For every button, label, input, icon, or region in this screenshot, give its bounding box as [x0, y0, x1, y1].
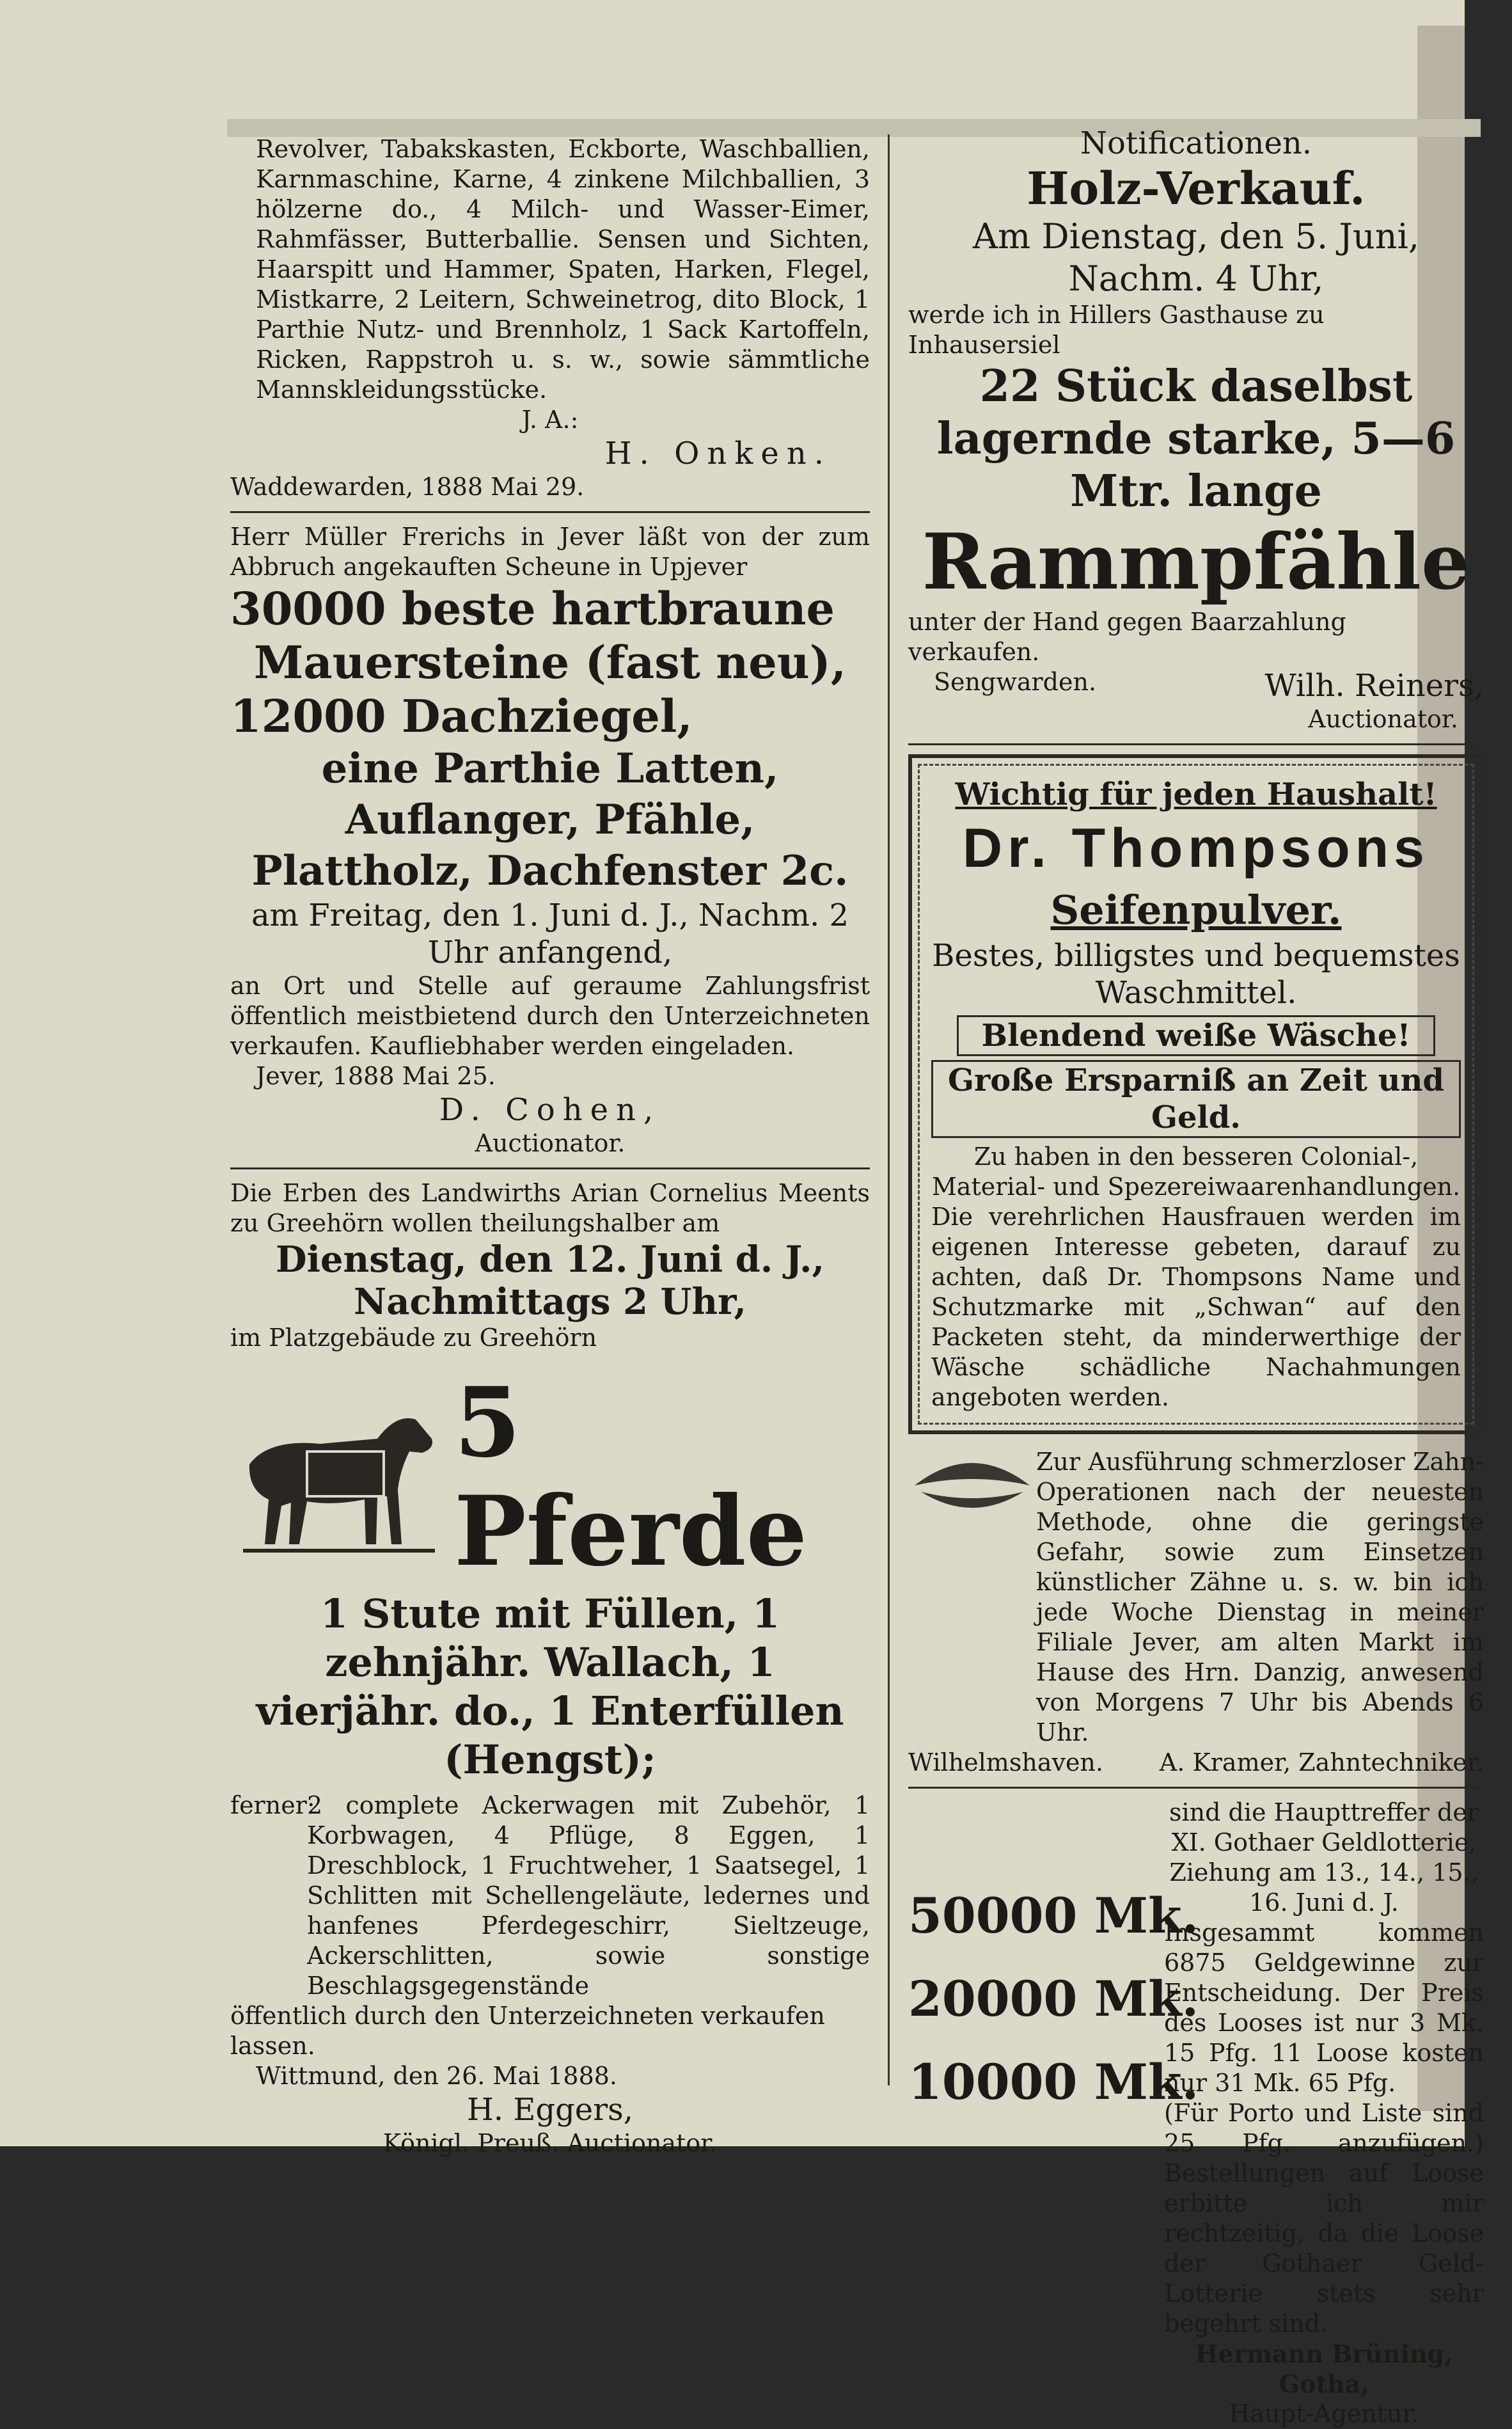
- box-line-1: Bestes, billigstes und bequemstes Waschmittel.: [932, 938, 1460, 1011]
- ad-date-2: Nachmittags 2 Uhr,: [354, 1281, 746, 1323]
- column-divider: [888, 134, 890, 2085]
- box-product: Seifenpulver.: [1050, 887, 1342, 933]
- ad-place-date: Jever, 1888 Mai 25.: [256, 1062, 496, 1090]
- ad-signature: H. Onken.: [604, 436, 831, 471]
- divider: [230, 511, 870, 513]
- horse-headline: [230, 1368, 870, 1586]
- ad-signature-row: [908, 667, 1484, 704]
- ad-headline-1: 30000 beste hartbraune: [230, 582, 835, 635]
- ad-reiners: [908, 162, 1484, 734]
- ad-intro: Die Erben des Landwirths Arian Cornelius Meents zu Greehörn wollen theilungshalber am: [230, 1179, 870, 1237]
- lottery-text-2: Insgesammt kommen 6875 Geldgewinne zur Entscheidung. Der Preis des Looses ist nur 3 Mk. 15 Pfg. 11 Loose kosten nur 31 Mk. 65 Pfg.: [1164, 1919, 1484, 2097]
- ad-lottery: [908, 1798, 1484, 2429]
- ad-signature: Wilh. Reiners,: [1264, 668, 1484, 704]
- ad-place-date: Waddewarden, 1888 Mai 29.: [230, 473, 585, 501]
- divider: [908, 1787, 1484, 1789]
- ad-ia: J. A.:: [521, 406, 579, 434]
- divider: [230, 1167, 870, 1169]
- lottery-text-1: sind die Haupttreffer der XI. Gothaer Geldlotterie, Ziehung am 13., 14., 15., 16. Juni d. J.: [1169, 1798, 1479, 1917]
- ad-headline: 22 Stück daselbst lagernde starke, 5—6 Mtr. lange: [936, 361, 1456, 517]
- ad-intro: werde ich in Hillers Gasthause zu Inhausersiel: [908, 301, 1325, 359]
- dentures-icon: [908, 1447, 1036, 1524]
- ad-headline-4: eine Parthie Latten, Auflanger, Pfähle, Plattholz, Dachfenster 2c.: [251, 745, 849, 895]
- lottery-amount-1: 50000 Mk.: [908, 1887, 1199, 1944]
- ad-signature-title: Haupt-Agentur.: [1229, 2400, 1419, 2428]
- ad-subheadline: 1 Stute mit Füllen, 1 zehnjähr. Wallach, 1 vierjähr. do., 1 Enterfüllen (Hengst);: [256, 1590, 844, 1783]
- lottery-text: [1164, 1798, 1484, 2429]
- ad-text: Revolver, Tabakskasten, Eckborte, Waschballien, Karnmaschine, Karne, 4 zinkene Milchballien, 3 hölzerne do., 4 Milch- und Wasser-Eimer, Rahmfässer, Butterballie. Sensen und Sichten, Haarspitt und Hammer, Spaten, Harken, Flegel, Mistkarre, 2 Leitern, Schweinetrog, dito Block, 1 Parthie Nutz- und Brennholz, 1 Sack Kartoffeln, Ricken, Rappstroh u. s. w., sowie sämmtliche Mannskleidungsstücke.: [256, 135, 870, 404]
- ad-signature: H. Eggers,: [466, 2092, 634, 2128]
- ad-signature: Hermann Brüning, Gotha,: [1195, 2339, 1453, 2398]
- ad-body: unter der Hand gegen Baarzahlung verkaufen.: [908, 608, 1346, 666]
- ad-signature: A. Kramer, Zahntechniker.: [1159, 1748, 1484, 1776]
- ad-body: öffentlich durch den Unterzeichneten verkaufen lassen.: [230, 2002, 825, 2060]
- left-column: [230, 134, 870, 2158]
- ad-signature-row: [908, 1748, 1484, 1778]
- box-head: Wichtig für jeden Haushalt!: [955, 777, 1437, 812]
- ad-cohen: [230, 522, 870, 1159]
- box-brand: Dr. Thompsons: [963, 818, 1429, 879]
- ad-headline-horses: 5 Pferde: [454, 1366, 808, 1588]
- lottery-text-3: (Für Porto und Liste sind 25 Pfg. anzufügen.) Bestellungen auf Loose erbitte ich mir rechtzeitig, da die Loose der Gothaer Geld-Lotterie stets sehr begehrt sind.: [1164, 2099, 1484, 2338]
- ad-headline-3: 12000 Dachziegel,: [230, 690, 693, 743]
- ad-date-1: Dienstag, den 12. Juni d. J.,: [276, 1238, 824, 1281]
- box-line-5: Die verehrlichen Hausfrauen werden im eigenen Interesse gebeten, darauf zu achten, daß Dr. Thompsons Name und Schutzmarke mit „Schwan“ auf den Packeten steht, da minderwerthige der Wäsche schädliche Nachahmungen angeboten werden.: [931, 1203, 1461, 1411]
- ad-kramer: [908, 1447, 1484, 1778]
- lottery-amount-3: 10000 Mk.: [908, 2053, 1199, 2110]
- ad-signature-title: Königl. Preuß. Auctionator.: [382, 2129, 718, 2157]
- ad-signature: D. Cohen,: [439, 1092, 661, 1128]
- section-header: Notificationen.: [1080, 125, 1312, 161]
- ad-location: im Platzgebäude zu Greehörn: [230, 1324, 597, 1352]
- ad-date: Am Dienstag, den 5. Juni, Nachm. 4 Uhr,: [973, 216, 1419, 299]
- divider: [908, 743, 1484, 745]
- ad-eggers: [230, 1178, 870, 2158]
- ad-ferner-items: 2 complete Ackerwagen mit Zubehör, 1 Korbwagen, 4 Pflüge, 8 Eggen, 1 Dreschblock, 1 Fruchtweher, 1 Saatsegel, 1 Schlitten mit Schellengeläute, ledernes und hanfenes Pferdegeschirr, Sieltzeuge, Ackerschlitten, sowie sonstige Beschlagsgegenstände: [307, 1791, 870, 2000]
- ad-title: Holz-Verkauf.: [1027, 162, 1366, 215]
- ad-headline-big: Rammpfähle: [922, 517, 1470, 607]
- lottery-amounts: [908, 1798, 1199, 2429]
- ad-onken: [230, 134, 870, 502]
- box-line-2: Blendend weiße Wäsche!: [957, 1015, 1435, 1056]
- ad-place: Wilhelmshaven.: [908, 1748, 1103, 1776]
- box-line-4: Zu haben in den besseren Colonial-, Material- und Spezereiwaarenhandlungen.: [931, 1143, 1461, 1201]
- ad-ferner-label: ferner:: [230, 1791, 315, 1819]
- ad-headline-2: Mauersteine (fast neu),: [253, 636, 847, 689]
- ad-place: Sengwarden.: [934, 668, 1097, 696]
- ad-kramer-row: [908, 1447, 1484, 1748]
- ad-text: Zur Ausführung schmerzloser Zahn-Operationen nach der neuesten Methode, ohne die geringste Gefahr, sowie zum Einsetzen künstlicher Zähne u. s. w. bin ich jede Woche Dienstag in meiner Filiale Jever, am alten Markt im Hause des Hrn. Danzig, anwesend von Morgens 7 Uhr bis Abends 6 Uhr.: [1036, 1448, 1484, 1746]
- ad-signature-title: Auctionator.: [1308, 705, 1458, 733]
- ad-body: an Ort und Stelle auf geraume Zahlungsfrist öffentlich meistbietend durch den Unterzeichneten verkaufen. Kaufliebhaber werden eingeladen.: [230, 972, 870, 1060]
- ad-ferner: [230, 1791, 870, 2001]
- ad-thompsons-box: [908, 754, 1484, 1434]
- box-line-3: Große Ersparniß an Zeit und Geld.: [931, 1060, 1461, 1138]
- lottery-amount-2: 20000 Mk.: [908, 1970, 1199, 2027]
- ad-signature-title: Auctionator.: [475, 1129, 626, 1157]
- ad-date: am Freitag, den 1. Juni d. J., Nachm. 2 Uhr anfangend,: [251, 898, 849, 970]
- right-column: [908, 125, 1484, 2429]
- horse-illustration-icon: [230, 1394, 441, 1560]
- ad-place-date: Wittmund, den 26. Mai 1888.: [256, 2062, 618, 2090]
- ad-intro: Herr Müller Frerichs in Jever läßt von der zum Abbruch angekauften Scheune in Upjever: [230, 523, 870, 581]
